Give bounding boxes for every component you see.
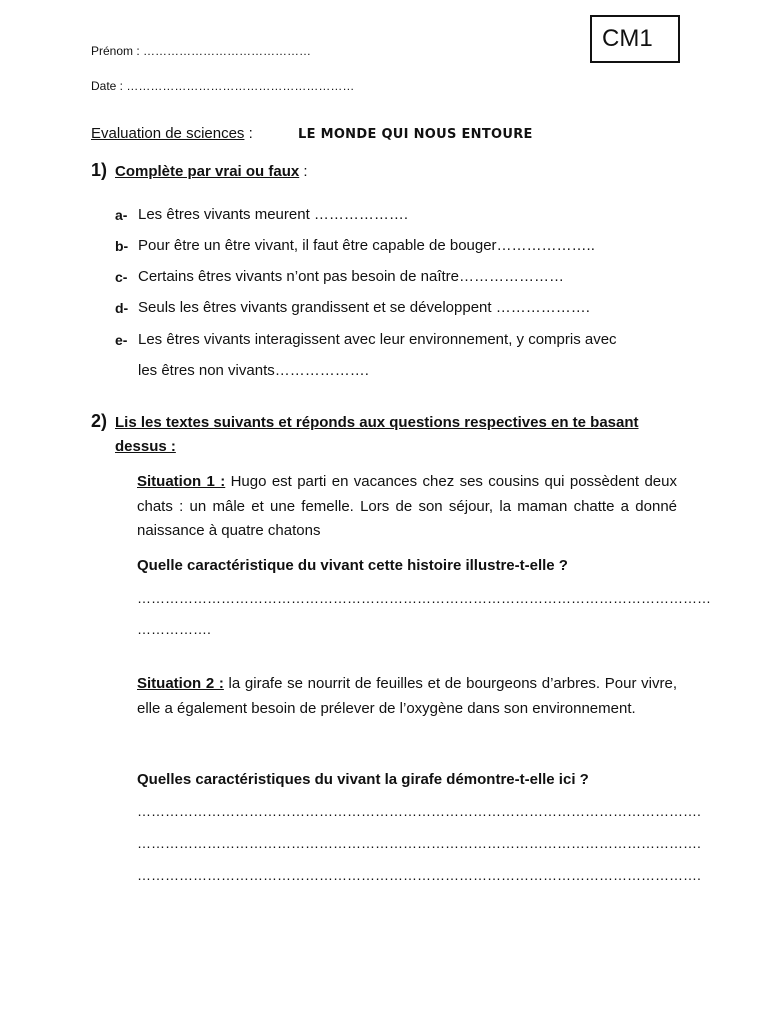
situation-1-paragraph [137,470,677,544]
item-c-letter: c- [115,269,128,285]
question-1-instruction [115,163,308,180]
situation-1-answer-line-2[interactable]: ……………. [137,621,211,637]
item-d-letter: d- [115,300,129,316]
situation-1-answer-line-1[interactable]: …………………………………………………………………………………………………………… [137,590,711,606]
situation-2-answer-line-1[interactable]: …………………………………………………………………………………………………………. [137,803,701,819]
question-2-number: 2) [91,411,108,431]
evaluation-line [91,125,253,142]
item-c-text[interactable]: Certains êtres vivants n’ont pas besoin de naître………………… [138,268,565,285]
item-a-letter: a- [115,207,128,223]
situation-1-label: Situation 1 : [137,473,226,490]
evaluation-label: Evaluation de sciences [91,125,245,142]
evaluation-colon: : [244,125,253,142]
question-1-instruction-colon: : [299,163,308,180]
item-e-text: Les êtres vivants interagissent avec leur environnement, y compris avec [138,331,617,348]
item-a-text[interactable]: Les êtres vivants meurent ………………. [138,206,409,223]
situation-2-answer-line-3[interactable]: …………………………………………………………………………………………………………. [137,867,701,883]
item-b-letter: b- [115,238,129,254]
item-b-text[interactable]: Pour être un être vivant, il faut être capable de bouger……………….. [138,237,595,254]
first-name-field[interactable]: Prénom : …………………………………… [91,44,312,58]
situation-2-answer-line-2[interactable]: …………………………………………………………………………………………………………. [137,835,701,851]
evaluation-topic: LE MONDE QUI NOUS ENTOURE [298,127,533,142]
level-badge: CM1 [590,15,680,63]
situation-2-question: Quelles caractéristiques du vivant la girafe démontre-t-elle ici ? [137,771,589,788]
question-1-instruction-text: Complète par vrai ou faux [115,163,300,180]
question-1-number: 1) [91,160,108,180]
situation-1-text: Hugo est parti en vacances chez ses cousins qui possèdent deux chats : un mâle et une femelle. Lors de son séjour, la maman chatte a donné naissance à quatre chatons [137,473,677,539]
situation-2-text: la girafe se nourrit de feuilles et de bourgeons d’arbres. Pour vivre, elle a également besoin de prélever de l’oxygène dans son environnement. [137,675,677,717]
question-2-instruction-line1: Lis les textes suivants et réponds aux questions respectives en te basant [115,414,639,431]
item-e-continuation[interactable]: les êtres non vivants………………. [138,362,369,379]
item-e-letter: e- [115,332,128,348]
situation-2-paragraph [137,672,677,721]
situation-2-label: Situation 2 : [137,675,224,692]
date-field[interactable]: Date : ………………………………………………… [91,79,355,93]
item-d-text[interactable]: Seuls les êtres vivants grandissent et se développent ………………. [138,299,590,316]
question-2-instruction-line2: dessus : [115,438,176,455]
situation-1-question: Quelle caractéristique du vivant cette histoire illustre-t-elle ? [137,557,568,574]
